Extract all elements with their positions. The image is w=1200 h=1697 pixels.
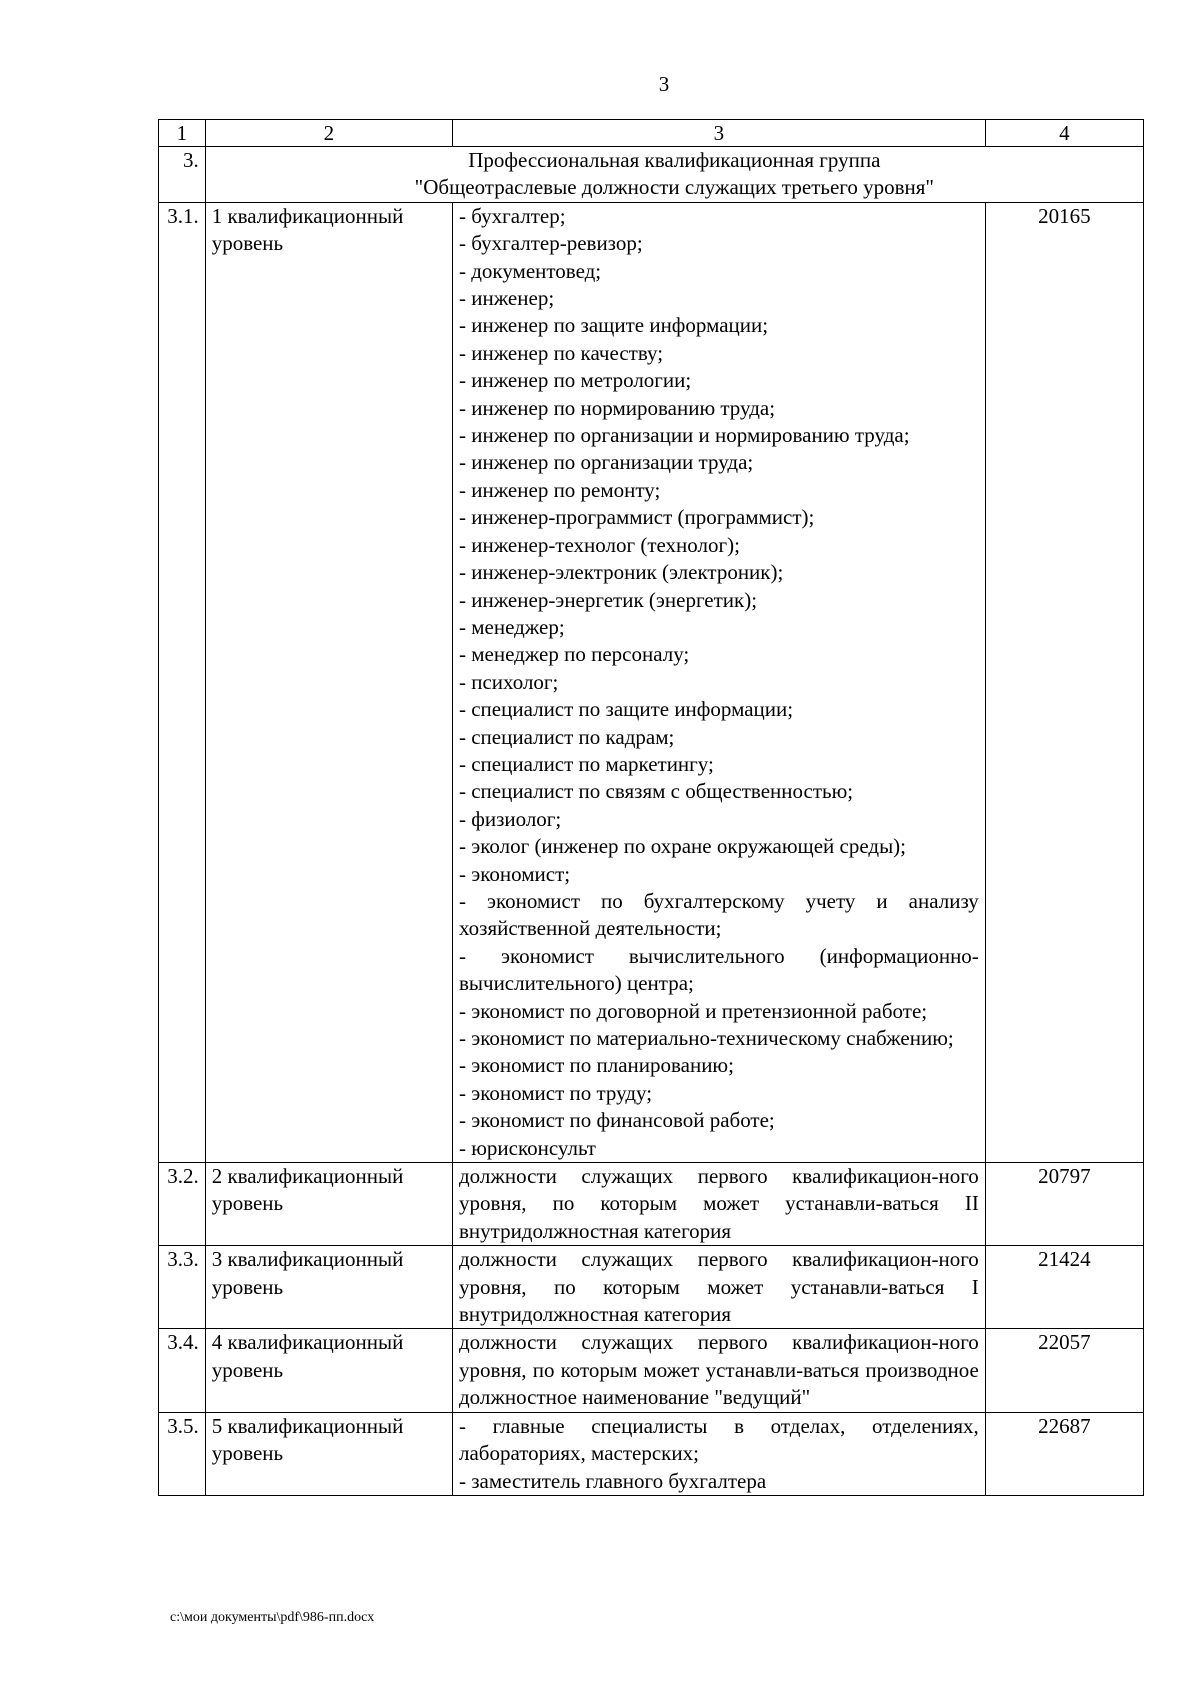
positions-list — [459, 1413, 979, 1495]
position-item: - бухгалтер-ревизор; — [458, 231, 643, 256]
salary-value: 20797 — [985, 1163, 1143, 1246]
position-item: - инженер по организации труда; — [458, 450, 754, 475]
position-item: - экономист по финансовой работе; — [458, 1108, 775, 1133]
row-number: 3.5. — [159, 1412, 206, 1495]
position-item: - экономист по материально-техническому снабжению; — [458, 1026, 954, 1050]
position-item: - заместитель главного бухгалтера — [458, 1468, 767, 1493]
positions-cell — [452, 202, 985, 1162]
salary-value: 21424 — [985, 1246, 1143, 1329]
positions-description: должности служащих первого квалификацион-ного уровня, по которым может устанавли-ваться II внутридолжностная категория — [452, 1163, 985, 1246]
qualification-level: 3 квалификационный уровень — [205, 1246, 452, 1329]
group-title-line-2: "Общеотраслевые должности служащих третьего уровня" — [414, 175, 934, 200]
position-item: - инженер по ремонту; — [458, 477, 661, 502]
position-item: - менеджер; — [458, 614, 565, 639]
position-item: - экономист; — [458, 861, 571, 886]
position-item: - документовед; — [458, 258, 602, 283]
position-item: - психолог; — [458, 669, 559, 694]
position-item: - специалист по защите информации; — [458, 697, 794, 722]
page-number: 3 — [658, 72, 670, 96]
position-item: - экономист по труду; — [458, 1080, 653, 1105]
positions-description: должности служащих первого квалификацион-ного уровня, по которым может устанавли-ваться производное должностное наименование "ведущий" — [452, 1329, 985, 1412]
position-item: - экономист по бухгалтерскому учету и анализу хозяйственной деятельности; — [458, 888, 979, 941]
position-item: - менеджер по персоналу; — [458, 642, 690, 667]
group-title — [205, 147, 1143, 203]
column-number-3: 3 — [452, 120, 985, 147]
qualification-level: 4 квалификационный уровень — [205, 1329, 452, 1412]
positions-cell — [452, 1412, 985, 1495]
position-item: - инженер по качеству; — [458, 340, 664, 365]
column-number-1: 1 — [159, 120, 206, 147]
table-row — [159, 1163, 1144, 1246]
table-row — [159, 1412, 1144, 1495]
positions-description: должности служащих первого квалификацион-ного уровня, по которым может устанавли-ваться I внутридолжностная категория — [452, 1246, 985, 1329]
position-item: - главные специалисты в отделах, отделениях, лабораториях, мастерских; — [458, 1413, 979, 1466]
row-number: 3.3. — [159, 1246, 206, 1329]
column-number-4: 4 — [985, 120, 1143, 147]
qualification-level: 2 квалификационный уровень — [205, 1163, 452, 1246]
row-number: 3.2. — [159, 1163, 206, 1246]
position-item: - инженер-технолог (технолог); — [458, 532, 740, 557]
position-item: - бухгалтер; — [458, 203, 566, 228]
table-row — [159, 1329, 1144, 1412]
salary-value: 22057 — [985, 1329, 1143, 1412]
position-item: - экономист вычислительного (информационно-вычислительного) центра; — [458, 943, 979, 996]
table-row — [159, 1246, 1144, 1329]
column-number-row — [159, 120, 1144, 147]
position-item: - экономист по договорной и претензионной работе; — [458, 998, 928, 1023]
group-number: 3. — [159, 147, 206, 203]
position-item: - специалист по связям с общественностью; — [458, 779, 854, 804]
table-row — [159, 202, 1144, 1162]
position-item: - инженер-энергетик (энергетик); — [458, 587, 758, 612]
positions-list — [459, 203, 979, 1162]
position-item: - специалист по кадрам; — [458, 724, 675, 749]
position-item: - инженер; — [458, 286, 555, 311]
position-item: - эколог (инженер по охране окружающей среды); — [458, 834, 907, 859]
group-title-line-1: Профессиональная квалификационная группа — [468, 148, 881, 172]
position-item: - экономист по планированию; — [458, 1053, 734, 1078]
position-item: - инженер по защите информации; — [458, 313, 769, 338]
position-item: - инженер-программист (программист); — [458, 505, 815, 530]
column-number-2: 2 — [205, 120, 452, 147]
qualification-level: 1 квалификационный уровень — [205, 202, 452, 1162]
salary-table — [158, 119, 1144, 1496]
position-item: - инженер по нормированию труда; — [458, 395, 776, 420]
position-item: - специалист по маркетингу; — [458, 751, 714, 776]
qualification-level: 5 квалификационный уровень — [205, 1412, 452, 1495]
row-number: 3.4. — [159, 1329, 206, 1412]
position-item: - инженер по организации и нормированию труда; — [458, 423, 910, 448]
position-item: - инженер по метрологии; — [458, 368, 692, 393]
position-item: - физиолог; — [458, 806, 562, 831]
file-path-footer: c:\мои документы\pdf\986-пп.docx — [170, 1610, 375, 1625]
row-number: 3.1. — [159, 202, 206, 1162]
position-item: - инженер-электроник (электроник); — [458, 560, 784, 585]
position-item: - юрисконсульт — [458, 1135, 596, 1160]
salary-value: 22687 — [985, 1412, 1143, 1495]
group-row — [159, 147, 1144, 203]
salary-value: 20165 — [985, 202, 1143, 1162]
